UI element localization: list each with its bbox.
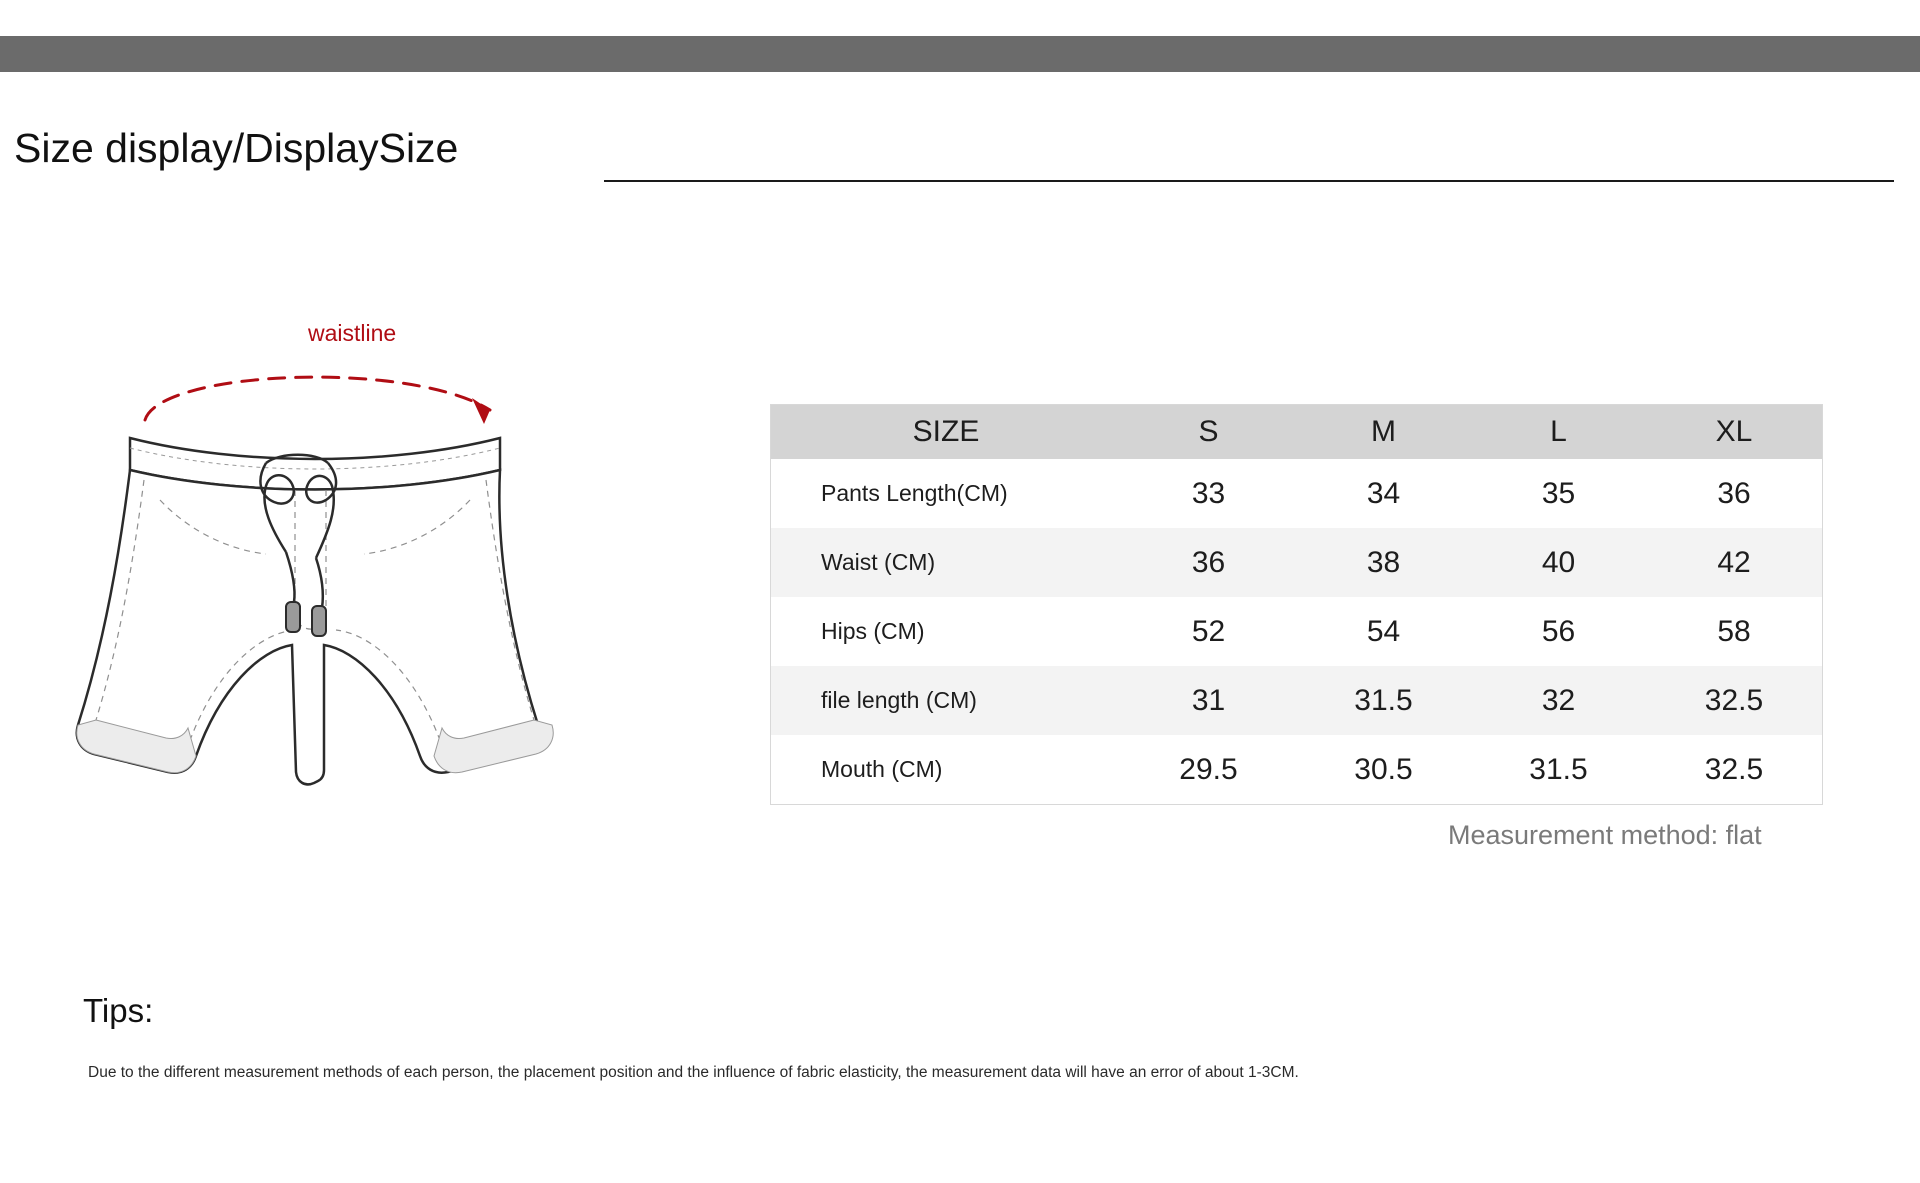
cell-hips-xl: 58 xyxy=(1717,614,1751,648)
cell-pants-length-s: 33 xyxy=(1191,476,1226,510)
cell-waist-l: 40 xyxy=(1471,528,1646,597)
size-table-body xyxy=(771,459,1823,805)
cell-mouth-l: 31.5 xyxy=(1529,752,1588,786)
table-row xyxy=(771,735,1823,805)
waistline-arrow xyxy=(472,398,490,424)
table-row xyxy=(771,597,1823,666)
cell-mouth-s: 29.5 xyxy=(1179,752,1238,786)
waistline-arc xyxy=(145,377,490,420)
top-grey-bar xyxy=(0,36,1920,72)
cell-file-length-m: 31.5 xyxy=(1296,666,1471,735)
col-header-m: M xyxy=(1296,405,1471,460)
cell-file-length-l: 32 xyxy=(1471,666,1646,735)
cell-hips-s: 52 xyxy=(1191,614,1226,648)
waistline-label: waistline xyxy=(308,320,397,346)
cell-file-length-xl: 32.5 xyxy=(1646,666,1823,735)
cell-mouth-m: 30.5 xyxy=(1354,752,1413,786)
title-underline-rule xyxy=(604,180,1894,182)
row-label-mouth: Mouth (CM) xyxy=(821,756,943,783)
row-label-hips: Hips (CM) xyxy=(821,618,925,645)
cell-mouth-xl: 32.5 xyxy=(1704,752,1764,786)
drawstring-tip-right xyxy=(312,606,326,636)
garment-illustration xyxy=(60,320,680,900)
row-label-waist: Waist (CM) xyxy=(771,528,1122,597)
tips-body: Due to the different measurement methods of each person, the placement position and the influence of fabric elasticity, the measurement data will have an error of about 1-3CM. xyxy=(88,1064,1299,1081)
size-table xyxy=(770,404,1823,805)
drawstring-tip-left xyxy=(286,602,300,632)
col-header-xl: XL xyxy=(1646,405,1823,460)
cell-hips-m: 54 xyxy=(1366,614,1401,648)
size-table-header xyxy=(771,405,1823,460)
page-header xyxy=(0,125,1920,185)
row-label-file-length: file length (CM) xyxy=(771,666,1122,735)
row-label-pants-length: Pants Length(CM) xyxy=(821,480,1008,507)
table-row xyxy=(771,459,1823,528)
cell-waist-xl: 42 xyxy=(1646,528,1823,597)
col-header-s: S xyxy=(1121,405,1296,460)
cell-file-length-s: 31 xyxy=(1121,666,1296,735)
tips-title: Tips: xyxy=(83,992,154,1029)
col-header-size: SIZE xyxy=(771,405,1122,460)
table-row xyxy=(771,528,1823,597)
cell-pants-length-xl: 36 xyxy=(1717,476,1751,510)
cell-pants-length-l: 35 xyxy=(1541,476,1576,510)
measurement-method-note: Measurement method: flat xyxy=(1448,820,1762,850)
table-row xyxy=(771,666,1823,735)
cell-waist-s: 36 xyxy=(1121,528,1296,597)
shorts-drawing-svg xyxy=(60,320,680,880)
page-title: Size display/DisplaySize xyxy=(14,125,459,171)
cell-waist-m: 38 xyxy=(1296,528,1471,597)
cell-pants-length-m: 34 xyxy=(1366,476,1401,510)
col-header-l: L xyxy=(1471,405,1646,460)
cell-hips-l: 56 xyxy=(1541,614,1576,648)
table-header-row xyxy=(771,405,1823,460)
